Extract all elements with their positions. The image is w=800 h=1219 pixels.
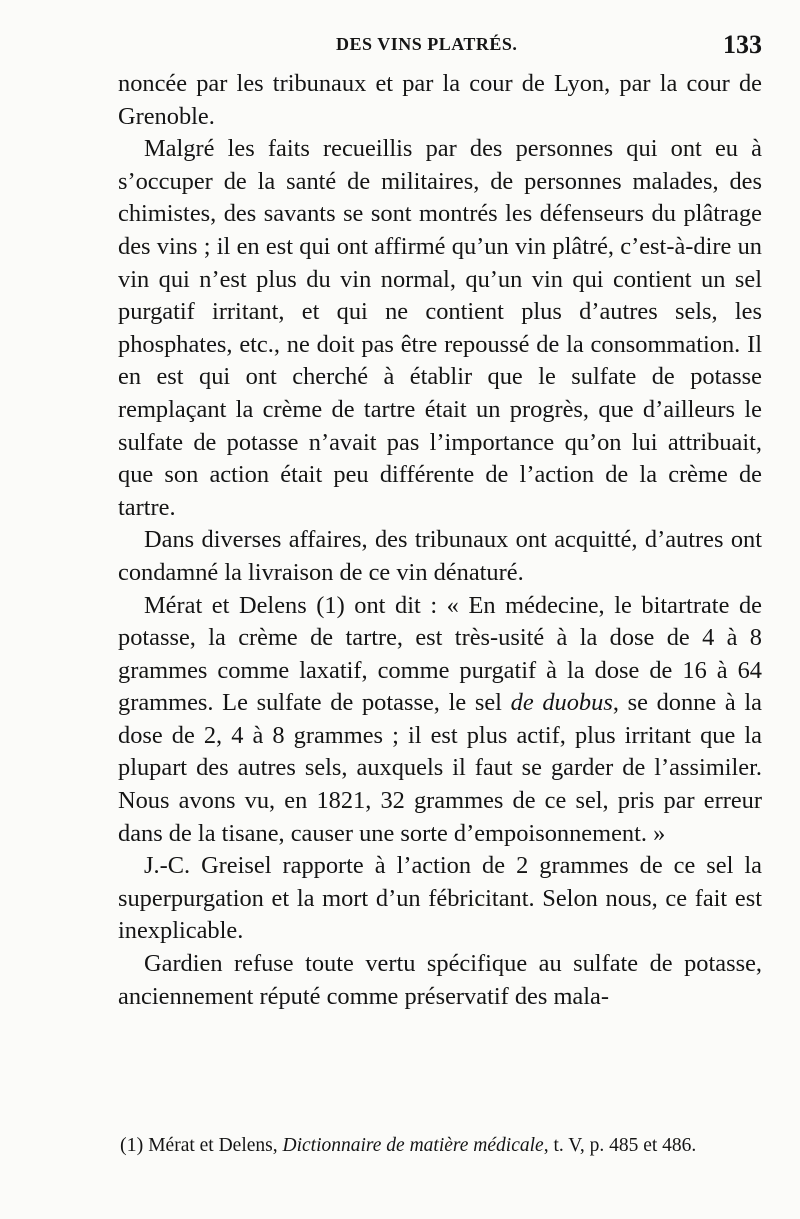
paragraph-italic: de duobus [510,689,613,717]
footnote-italic: Dictionnaire de matière médicale [282,1135,544,1156]
paragraph [118,590,762,851]
page-number: 133 [723,30,762,59]
paragraph: Dans diverses affaires, des tribunaux ont acquitté, d’autres ont condamné la livraison de ce vin dénaturé. [118,526,762,586]
running-title: DES VINS PLATRÉS. [336,34,518,54]
paragraph: Malgré les faits recueillis par des personnes qui ont eu à s’occuper de la santé de militaires, de personnes malades, des chimistes, des savants se sont montrés les défenseurs du plâtrage des vins ; il en est qui ont affirmé qu’un vin plâtré, c’est-à-dire un vin qui n’est plus du vin normal, qu’un vin qui contient un sel purgatif irritant, et qui ne contient plus d’autres sels, les phosphates, etc., ne doit pas être repoussé de la consommation. Il en est qui ont cherché à établir que le sulfate de potasse remplaçant la crème de tartre était un progrès, que d’ailleurs le sulfate de potasse n’avait pas l’importance qu’on lui attribuait, que son action était peu différente de l’action de la crème de tartre. [118,135,762,521]
footnote-marker: (1) [120,1134,144,1156]
footnotes [120,1130,764,1161]
paragraph: Gardien refuse toute vertu spécifique au sulfate de potasse, anciennement réputé comme préservatif des mala- [118,950,762,1010]
body-text [118,68,762,1013]
paragraph-text: Mérat et Delens (1) ont dit : « En médecine, le bitartrate de potasse, la crème de tartre, est très-usité à la dose de 4 à 8 grammes comme laxatif, comme purgatif à la dose de 16 à 64 grammes. Le sulfate de potasse, le sel [118,591,762,717]
footnote [120,1130,764,1161]
footnote-text: Mérat et Delens, [148,1135,283,1156]
paragraph: J.-C. Greisel rapporte à l’action de 2 grammes de ce sel la superpurgation et la mort d’un fébricitant. Selon nous, ce fait est inexplicable. [118,852,762,945]
paragraph-text: , se donne à la dose de 2, 4 à 8 grammes ; il est plus actif, plus irritant que la plupart des autres sels, auxquels il faut se garder de l’assimiler. Nous avons vu, en 1821, 32 grammes de ce sel, pris par erreur dans de la tisane, causer une sorte d’empoisonnement. » [118,689,762,847]
running-head [118,30,762,60]
footnote-text: , t. V, p. 485 et 486. [543,1135,697,1156]
paragraph: noncée par les tribunaux et par la cour de Lyon, par la cour de Grenoble. [118,70,762,130]
